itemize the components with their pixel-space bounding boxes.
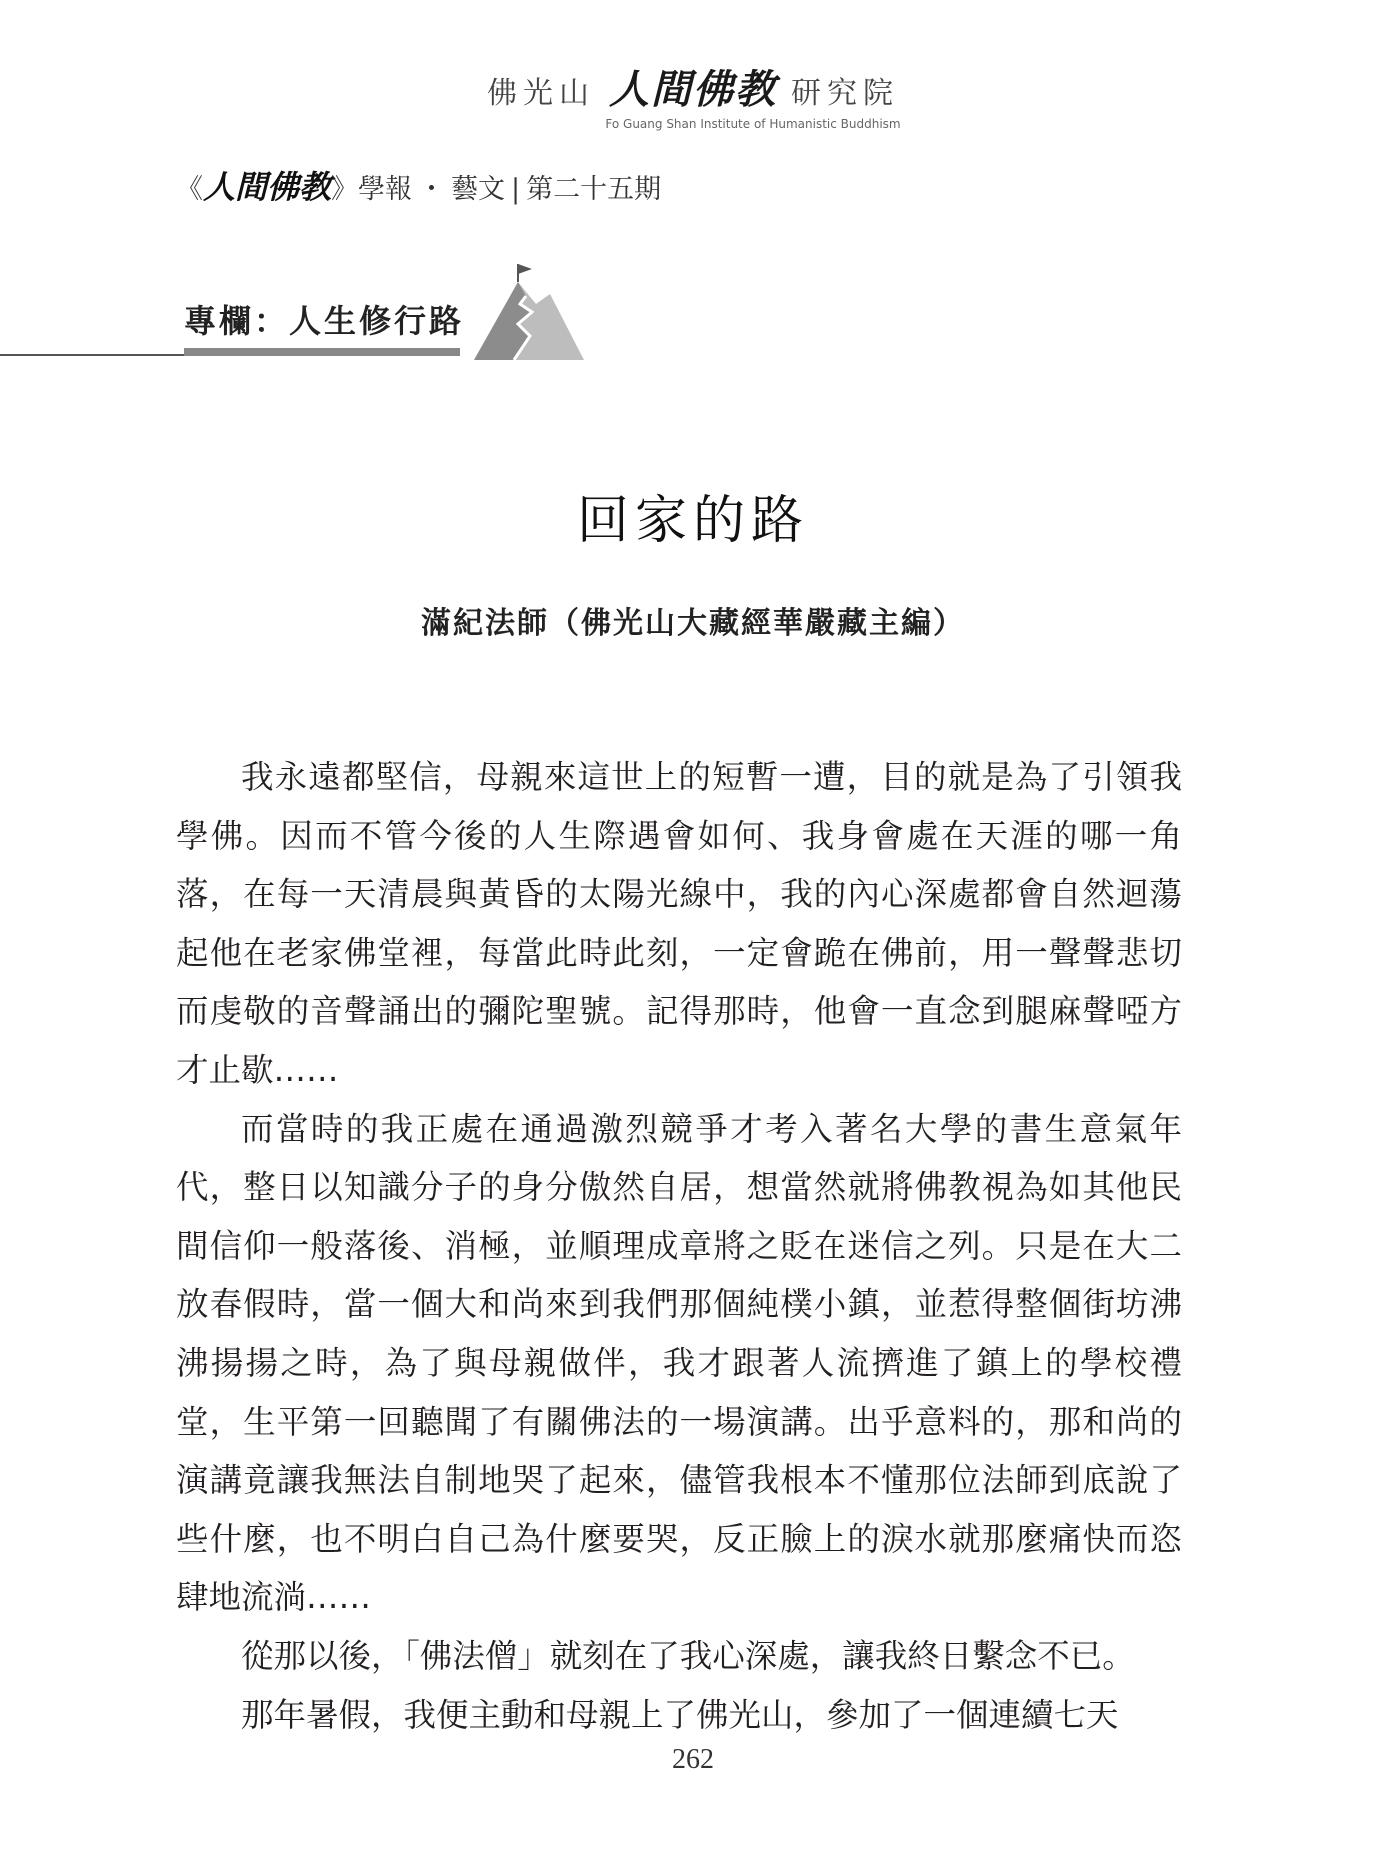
institute-name [487, 58, 899, 115]
institute-prefix: 佛光山 [487, 76, 595, 111]
institute-brand-logo: 人間佛教 [609, 66, 777, 113]
article-body [176, 748, 1182, 1744]
institute-english-name: Fo Guang Shan Institute of Humanistic Buddhism [605, 117, 901, 131]
column-title: 專欄：人生修行路 [184, 302, 465, 340]
page-number: 262 [672, 1744, 714, 1775]
journal-brand: 人間佛教 [203, 168, 332, 206]
body-paragraph: 而當時的我正處在通過激烈競爭才考入著名大學的書生意氣年代，整日以知識分子的身分傲然自居，想當然就將佛教視為如其他民間信仰一般落後、消極，並順理成章將之貶在迷信之列。只是在大二放春假時，當一個大和尚來到我們那個純樸小鎮，並惹得整個街坊沸沸揚揚之時，為了與母親做伴，我才跟著人流擠進了鎮上的學校禮堂，生平第一回聽聞了有關佛法的一場演講。出乎意料的，那和尚的演講竟讓我無法自制地哭了起來，儘管我根本不懂那位法師到底說了些什麼，也不明白自己為什麼要哭，反正臉上的淚水就那麼痛快而恣肆地流淌…… [176, 1109, 1182, 1617]
institute-suffix: 研究院 [791, 76, 899, 111]
journal-close-quote: 》 [331, 174, 359, 205]
column-title-underline [184, 348, 460, 356]
journal-name: 學報 [358, 174, 413, 205]
journal-header [176, 162, 661, 208]
journal-open-quote: 《 [176, 174, 203, 205]
article-title: 回家的路 [576, 491, 809, 551]
body-paragraph: 從那以後，「佛法僧」就刻在了我心深處，讓我終日繫念不已。 [241, 1636, 1135, 1675]
journal-section: 藝文 [451, 174, 506, 205]
journal-dot: ・ [418, 174, 446, 205]
article-author: 滿紀法師（佛光山大藏經華嚴藏主編） [421, 606, 965, 641]
mountain-flag-icon [474, 264, 584, 364]
institute-header [0, 58, 1386, 131]
body-paragraph: 我永遠都堅信，母親來這世上的短暫一遭，目的就是為了引領我學佛。因而不管今後的人生際遇會如何、我身會處在天涯的哪一角落，在每一天清晨與黃昏的太陽光線中，我的內心深處都會自然迴蕩起他在老家佛堂裡，每當此時此刻，一定會跪在佛前，用一聲聲悲切而虔敬的音聲誦出的彌陀聖號。記得那時，他會一直念到腿麻聲啞方才止歇…… [176, 758, 1182, 1089]
journal-issue: 第二十五期 [526, 174, 662, 205]
body-paragraph: 那年暑假，我便主動和母親上了佛光山，參加了一個連續七天 [241, 1695, 1119, 1734]
journal-separator: | [511, 174, 521, 205]
